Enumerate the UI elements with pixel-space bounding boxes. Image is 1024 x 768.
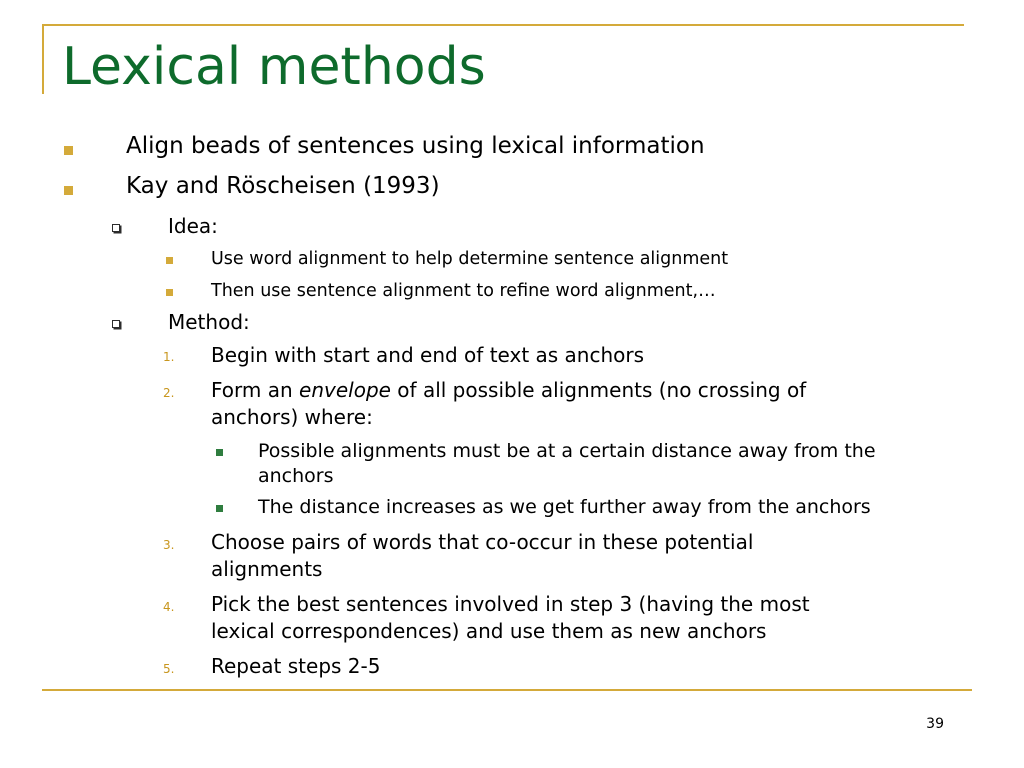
bullet-square-icon bbox=[64, 146, 73, 155]
frame-bottom-border bbox=[42, 689, 972, 691]
step-number: 1. bbox=[163, 350, 175, 364]
sub-item-1: Possible alignments must be at a certain distance away from the bbox=[258, 440, 876, 462]
step-4-text: Pick the best sentences involved in step 3 (having the most bbox=[211, 592, 810, 616]
step-number: 5. bbox=[163, 662, 175, 676]
slide-title: Lexical methods bbox=[62, 37, 486, 97]
step-5-text: Repeat steps 2-5 bbox=[211, 654, 381, 678]
step-2-text bbox=[211, 378, 806, 402]
step-2-text-pre: Form an bbox=[211, 378, 300, 402]
step-number: 2. bbox=[163, 386, 175, 400]
sub-item-1-line2: anchors bbox=[258, 465, 334, 487]
bullet-square-icon bbox=[216, 449, 223, 456]
step-1-text: Begin with start and end of text as anchors bbox=[211, 343, 645, 367]
step-number: 3. bbox=[163, 538, 175, 552]
page-number: 39 bbox=[926, 716, 944, 732]
idea-label: Idea: bbox=[168, 214, 218, 238]
step-3-text-line2: alignments bbox=[211, 557, 323, 581]
step-number: 4. bbox=[163, 600, 175, 614]
step-2-text-post: of all possible alignments (no crossing of bbox=[390, 378, 807, 402]
step-4-text-line2: lexical correspondences) and use them as new anchors bbox=[211, 619, 767, 643]
method-label: Method: bbox=[168, 310, 250, 334]
idea-item-1: Use word alignment to help determine sentence alignment bbox=[211, 249, 729, 269]
step-2-envelope-emphasis: envelope bbox=[299, 378, 391, 402]
step-3-text: Choose pairs of words that co-occur in these potential bbox=[211, 530, 754, 554]
frame-top-border bbox=[42, 24, 964, 26]
idea-item-2: Then use sentence alignment to refine word alignment,… bbox=[211, 281, 716, 301]
bullet-square-icon bbox=[216, 505, 223, 512]
step-2-text-line2: anchors) where: bbox=[211, 405, 373, 429]
bullet-square-icon bbox=[64, 186, 73, 195]
bullet-square-icon bbox=[166, 257, 173, 264]
bullet-hollow-square-icon bbox=[112, 320, 120, 328]
sub-item-2: The distance increases as we get further away from the anchors bbox=[258, 496, 871, 518]
bullet-align-beads: Align beads of sentences using lexical information bbox=[126, 133, 705, 159]
bullet-kay-roscheisen: Kay and Röscheisen (1993) bbox=[126, 173, 440, 199]
frame-left-border bbox=[42, 24, 44, 94]
bullet-square-icon bbox=[166, 289, 173, 296]
bullet-hollow-square-icon bbox=[112, 224, 120, 232]
